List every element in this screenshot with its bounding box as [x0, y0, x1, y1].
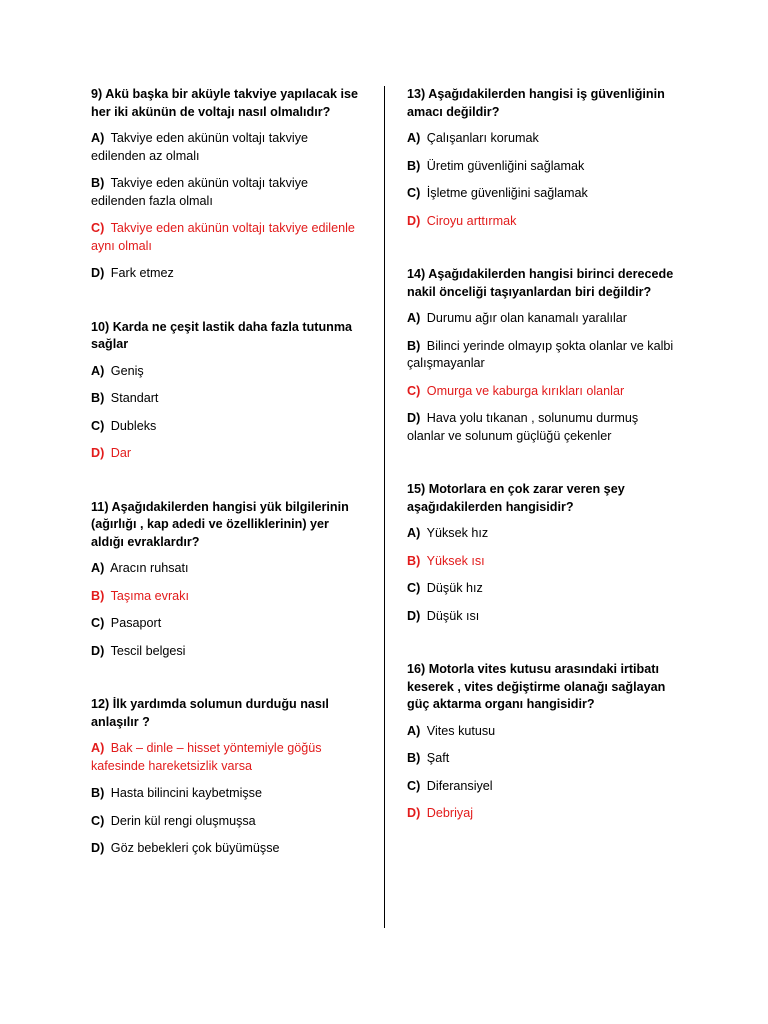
option-letter: D) — [91, 266, 105, 280]
option-letter: A) — [91, 561, 105, 575]
option-letter: A) — [91, 363, 105, 378]
option-letter: D) — [91, 446, 105, 460]
answer-option — [407, 130, 679, 148]
correct-answer-option — [91, 220, 363, 255]
option-text: İşletme güvenliğini sağlamak — [426, 186, 588, 200]
option-letter: C) — [91, 418, 105, 433]
answer-option — [407, 608, 679, 626]
question-block — [91, 696, 363, 858]
question-text: 11) Aşağıdakilerden hangisi yük bilgilerinin (ağırlığı , kap adedi ve özelliklerinin) yer aldığı evraklardır? — [91, 499, 349, 549]
option-text: Takviye eden akünün voltajı takviye edilenden az olmalı — [91, 131, 308, 163]
question-block — [407, 661, 679, 823]
question-block — [91, 319, 363, 463]
option-text: Hava yolu tıkanan , solunumu durmuş olanlar ve solunum güçlüğü çekenler — [407, 411, 639, 443]
answer-option — [91, 615, 363, 633]
correct-answer-option — [91, 588, 363, 606]
question-spacer — [91, 293, 363, 319]
option-text: Takviye eden akünün voltajı takviye edilenle aynı olmalı — [91, 221, 355, 253]
option-letter: A) — [407, 723, 421, 738]
option-letter: D) — [407, 213, 421, 228]
option-letter: A) — [407, 526, 421, 540]
answer-option — [407, 723, 679, 741]
option-letter: B) — [91, 176, 105, 190]
option-text: Düşük hız — [426, 581, 483, 595]
option-letter: B) — [407, 553, 421, 568]
question-spacer — [407, 455, 679, 481]
option-text: Debriyaj — [426, 806, 473, 820]
option-text: Yüksek hız — [426, 526, 489, 540]
option-text: Diferansiyel — [426, 778, 493, 793]
option-letter: B) — [91, 588, 105, 603]
option-text: Vites kutusu — [426, 723, 496, 738]
option-letter: C) — [91, 221, 105, 235]
column-divider — [384, 86, 385, 928]
option-text: Yüksek ısı — [426, 553, 485, 568]
option-text: Üretim güvenliğini sağlamak — [426, 158, 585, 173]
option-text: Tescil belgesi — [110, 643, 186, 658]
answer-option — [91, 643, 363, 661]
option-text: Bak – dinle – hisset yöntemiyle göğüs kafesinde hareketsizlik varsa — [91, 741, 322, 773]
answer-option — [91, 840, 363, 858]
answer-option — [407, 310, 679, 328]
correct-answer-option — [91, 740, 363, 775]
question-block — [91, 499, 363, 661]
option-text: Dar — [110, 446, 132, 460]
question-spacer — [407, 240, 679, 266]
option-text: Göz bebekleri çok büyümüşse — [110, 841, 280, 855]
answer-option — [407, 580, 679, 598]
option-letter: B) — [91, 391, 105, 405]
answer-option — [407, 778, 679, 796]
option-text: Standart — [110, 391, 159, 405]
option-letter: C) — [407, 383, 421, 398]
question-block — [407, 86, 679, 230]
option-letter: A) — [91, 741, 105, 755]
option-letter: D) — [407, 806, 421, 820]
option-letter: C) — [407, 186, 421, 200]
correct-answer-option — [407, 383, 679, 401]
question-text: 12) İlk yardımda solumun durduğu nasıl anlaşılır ? — [91, 697, 329, 729]
option-letter: A) — [407, 311, 421, 325]
option-text: Fark etmez — [110, 266, 174, 280]
option-letter: D) — [407, 411, 421, 425]
answer-option — [91, 175, 363, 210]
answer-option — [91, 418, 363, 436]
answer-option — [407, 750, 679, 768]
option-text: Şaft — [426, 751, 450, 765]
question-text: 14) Aşağıdakilerden hangisi birinci derecede nakil önceliği taşıyanlardan biri değildir? — [407, 267, 674, 299]
answer-option — [407, 185, 679, 203]
question-text: 10) Karda ne çeşit lastik daha fazla tutunma sağlar — [91, 319, 353, 351]
option-letter: D) — [91, 643, 105, 658]
left-column — [91, 86, 363, 868]
option-letter: C) — [407, 778, 421, 793]
option-text: Hasta bilincini kaybetmişse — [110, 786, 262, 800]
option-letter: A) — [91, 131, 105, 145]
option-text: Düşük ısı — [426, 608, 480, 623]
question-spacer — [407, 635, 679, 661]
question-text: 9) Akü başka bir aküyle takviye yapılacak ise her iki akünün de voltajı nasıl olmalıdır? — [91, 87, 358, 119]
option-letter: C) — [91, 616, 105, 630]
answer-option — [91, 130, 363, 165]
option-text: Aracın ruhsatı — [110, 561, 189, 575]
answer-option — [91, 363, 363, 381]
answer-option — [91, 390, 363, 408]
option-text: Geniş — [110, 363, 144, 378]
right-column — [407, 86, 679, 833]
option-text: Ciroyu arttırmak — [426, 213, 517, 228]
option-letter: A) — [407, 131, 421, 145]
question-block — [91, 86, 363, 283]
option-letter: B) — [407, 158, 421, 173]
answer-option — [91, 265, 363, 283]
option-text: Takviye eden akünün voltajı takviye edilenden fazla olmalı — [91, 176, 308, 208]
question-text: 16) Motorla vites kutusu arasındaki irtibatı keserek , vites değiştirme olanağı sağlayan güç aktarma organı hangisidir? — [407, 662, 666, 711]
option-text: Pasaport — [110, 616, 162, 630]
option-text: Derin kül rengi oluşmuşsa — [110, 813, 256, 828]
option-text: Omurga ve kaburga kırıkları olanlar — [426, 383, 625, 398]
option-letter: D) — [91, 841, 105, 855]
option-text: Bilinci yerinde olmayıp şokta olanlar ve kalbi çalışmayanlar — [407, 338, 674, 370]
answer-option — [91, 560, 363, 578]
correct-answer-option — [407, 553, 679, 571]
question-spacer — [91, 473, 363, 499]
question-block — [407, 266, 679, 445]
answer-option — [407, 338, 679, 373]
option-letter: B) — [91, 786, 105, 800]
option-letter: B) — [407, 751, 421, 765]
answer-option — [407, 410, 679, 445]
question-text: 15) Motorlara en çok zarar veren şey aşağıdakilerden hangisidir? — [407, 482, 625, 514]
answer-option — [407, 525, 679, 543]
answer-option — [91, 813, 363, 831]
question-spacer — [91, 670, 363, 696]
question-block — [407, 481, 679, 625]
option-text: Çalışanları korumak — [426, 131, 539, 145]
option-letter: C) — [407, 581, 421, 595]
answer-option — [407, 158, 679, 176]
correct-answer-option — [407, 213, 679, 231]
option-text: Dubleks — [110, 418, 157, 433]
correct-answer-option — [91, 445, 363, 463]
correct-answer-option — [407, 805, 679, 823]
answer-option — [91, 785, 363, 803]
option-text: Taşıma evrakı — [110, 588, 189, 603]
option-letter: D) — [407, 608, 421, 623]
question-text: 13) Aşağıdakilerden hangisi iş güvenliğinin amacı değildir? — [407, 87, 665, 119]
option-text: Durumu ağır olan kanamalı yaralılar — [426, 311, 627, 325]
option-letter: B) — [407, 338, 421, 353]
option-letter: C) — [91, 813, 105, 828]
